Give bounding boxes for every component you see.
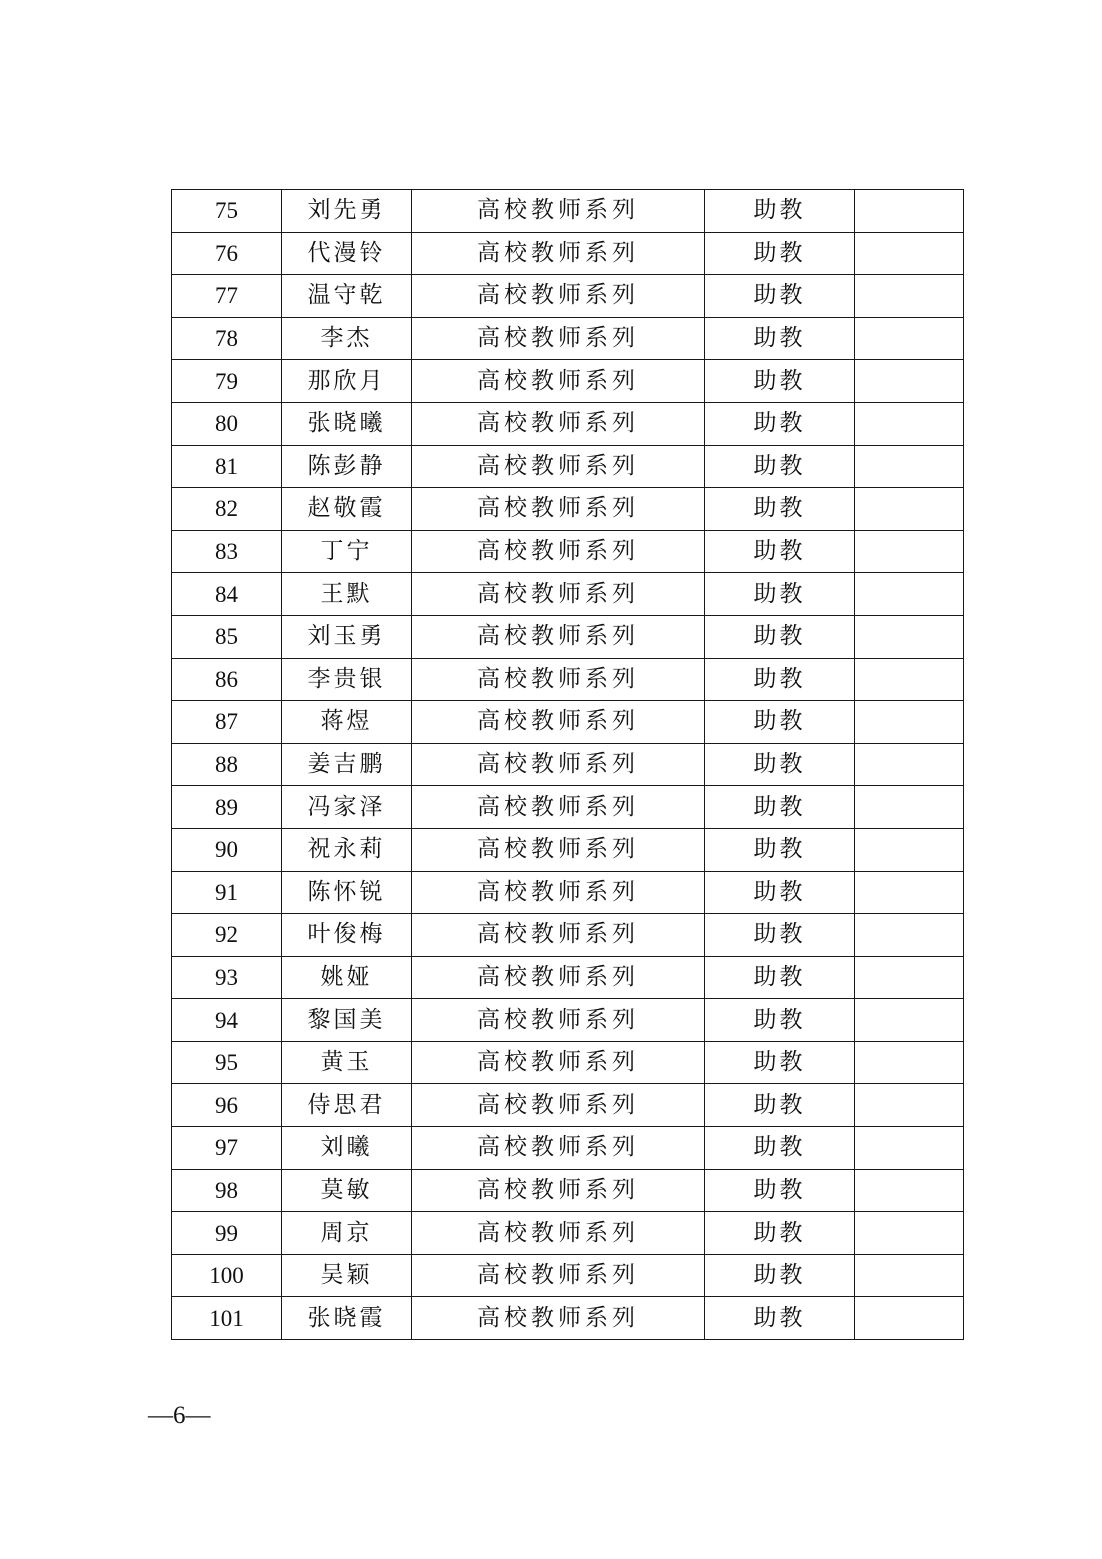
title-cell: 助教: [705, 232, 855, 275]
row-number-cell: 84: [172, 573, 282, 616]
series-cell: 高校教师系列: [412, 615, 705, 658]
roster-table-body: [172, 190, 964, 1340]
series-cell: 高校教师系列: [412, 1041, 705, 1084]
series-cell: 高校教师系列: [412, 658, 705, 701]
row-number-cell: 80: [172, 402, 282, 445]
name-cell: 冯家泽: [282, 786, 412, 829]
name-cell: 侍思君: [282, 1084, 412, 1127]
remark-cell: [855, 402, 964, 445]
title-cell: 助教: [705, 1041, 855, 1084]
row-number-cell: 99: [172, 1212, 282, 1255]
table-row: [172, 445, 964, 488]
table-row: [172, 615, 964, 658]
name-cell: 李杰: [282, 317, 412, 360]
title-cell: 助教: [705, 190, 855, 233]
row-number-cell: 75: [172, 190, 282, 233]
row-number-cell: 83: [172, 530, 282, 573]
series-cell: 高校教师系列: [412, 786, 705, 829]
remark-cell: [855, 445, 964, 488]
name-cell: 那欣月: [282, 360, 412, 403]
name-cell: 黎国美: [282, 999, 412, 1042]
remark-cell: [855, 530, 964, 573]
name-cell: 姜吉鹏: [282, 743, 412, 786]
name-cell: 刘曦: [282, 1127, 412, 1170]
table-row: [172, 871, 964, 914]
remark-cell: [855, 1254, 964, 1297]
series-cell: 高校教师系列: [412, 190, 705, 233]
remark-cell: [855, 999, 964, 1042]
table-row: [172, 1212, 964, 1255]
series-cell: 高校教师系列: [412, 360, 705, 403]
name-cell: 姚娅: [282, 956, 412, 999]
name-cell: 吴颖: [282, 1254, 412, 1297]
name-cell: 叶俊梅: [282, 914, 412, 957]
row-number-cell: 82: [172, 488, 282, 531]
table-row: [172, 786, 964, 829]
row-number-cell: 98: [172, 1169, 282, 1212]
series-cell: 高校教师系列: [412, 1297, 705, 1340]
title-cell: 助教: [705, 615, 855, 658]
table-row: [172, 1169, 964, 1212]
remark-cell: [855, 488, 964, 531]
table-row: [172, 402, 964, 445]
name-cell: 蒋煜: [282, 701, 412, 744]
series-cell: 高校教师系列: [412, 701, 705, 744]
table-row: [172, 232, 964, 275]
row-number-cell: 78: [172, 317, 282, 360]
row-number-cell: 91: [172, 871, 282, 914]
title-cell: 助教: [705, 445, 855, 488]
row-number-cell: 85: [172, 615, 282, 658]
series-cell: 高校教师系列: [412, 1254, 705, 1297]
table-row: [172, 1041, 964, 1084]
name-cell: 祝永莉: [282, 828, 412, 871]
name-cell: 莫敏: [282, 1169, 412, 1212]
remark-cell: [855, 1169, 964, 1212]
table-row: [172, 1297, 964, 1340]
title-cell: 助教: [705, 573, 855, 616]
series-cell: 高校教师系列: [412, 445, 705, 488]
title-cell: 助教: [705, 701, 855, 744]
title-cell: 助教: [705, 999, 855, 1042]
remark-cell: [855, 701, 964, 744]
title-cell: 助教: [705, 956, 855, 999]
remark-cell: [855, 615, 964, 658]
table-row: [172, 190, 964, 233]
name-cell: 张晓曦: [282, 402, 412, 445]
row-number-cell: 81: [172, 445, 282, 488]
name-cell: 温守乾: [282, 275, 412, 318]
series-cell: 高校教师系列: [412, 1084, 705, 1127]
table-row: [172, 914, 964, 957]
title-cell: 助教: [705, 786, 855, 829]
table-row: [172, 275, 964, 318]
row-number-cell: 96: [172, 1084, 282, 1127]
remark-cell: [855, 1212, 964, 1255]
series-cell: 高校教师系列: [412, 1169, 705, 1212]
table-row: [172, 828, 964, 871]
title-cell: 助教: [705, 1169, 855, 1212]
series-cell: 高校教师系列: [412, 956, 705, 999]
remark-cell: [855, 914, 964, 957]
title-cell: 助教: [705, 317, 855, 360]
remark-cell: [855, 871, 964, 914]
series-cell: 高校教师系列: [412, 275, 705, 318]
series-cell: 高校教师系列: [412, 999, 705, 1042]
title-cell: 助教: [705, 1212, 855, 1255]
row-number-cell: 93: [172, 956, 282, 999]
table-row: [172, 317, 964, 360]
title-cell: 助教: [705, 1254, 855, 1297]
name-cell: 周京: [282, 1212, 412, 1255]
remark-cell: [855, 956, 964, 999]
title-cell: 助教: [705, 488, 855, 531]
row-number-cell: 88: [172, 743, 282, 786]
series-cell: 高校教师系列: [412, 317, 705, 360]
remark-cell: [855, 232, 964, 275]
title-cell: 助教: [705, 828, 855, 871]
series-cell: 高校教师系列: [412, 743, 705, 786]
remark-cell: [855, 317, 964, 360]
series-cell: 高校教师系列: [412, 914, 705, 957]
remark-cell: [855, 190, 964, 233]
table-row: [172, 956, 964, 999]
series-cell: 高校教师系列: [412, 232, 705, 275]
table-row: [172, 1127, 964, 1170]
remark-cell: [855, 1041, 964, 1084]
series-cell: 高校教师系列: [412, 402, 705, 445]
table-row: [172, 743, 964, 786]
remark-cell: [855, 743, 964, 786]
table-row: [172, 1254, 964, 1297]
page-number: —6—: [148, 1402, 211, 1429]
remark-cell: [855, 360, 964, 403]
title-cell: 助教: [705, 530, 855, 573]
series-cell: 高校教师系列: [412, 530, 705, 573]
title-cell: 助教: [705, 360, 855, 403]
row-number-cell: 79: [172, 360, 282, 403]
row-number-cell: 94: [172, 999, 282, 1042]
row-number-cell: 95: [172, 1041, 282, 1084]
remark-cell: [855, 658, 964, 701]
series-cell: 高校教师系列: [412, 488, 705, 531]
remark-cell: [855, 1084, 964, 1127]
remark-cell: [855, 1297, 964, 1340]
series-cell: 高校教师系列: [412, 573, 705, 616]
table-row: [172, 360, 964, 403]
row-number-cell: 76: [172, 232, 282, 275]
remark-cell: [855, 573, 964, 616]
title-cell: 助教: [705, 402, 855, 445]
name-cell: 王默: [282, 573, 412, 616]
roster-table: [171, 189, 964, 1340]
row-number-cell: 101: [172, 1297, 282, 1340]
title-cell: 助教: [705, 914, 855, 957]
name-cell: 黄玉: [282, 1041, 412, 1084]
row-number-cell: 77: [172, 275, 282, 318]
title-cell: 助教: [705, 1127, 855, 1170]
name-cell: 李贵银: [282, 658, 412, 701]
table-row: [172, 488, 964, 531]
table-row: [172, 1084, 964, 1127]
name-cell: 张晓霞: [282, 1297, 412, 1340]
row-number-cell: 87: [172, 701, 282, 744]
name-cell: 陈怀锐: [282, 871, 412, 914]
series-cell: 高校教师系列: [412, 828, 705, 871]
title-cell: 助教: [705, 743, 855, 786]
row-number-cell: 92: [172, 914, 282, 957]
name-cell: 丁宁: [282, 530, 412, 573]
remark-cell: [855, 786, 964, 829]
table-row: [172, 530, 964, 573]
title-cell: 助教: [705, 1297, 855, 1340]
row-number-cell: 90: [172, 828, 282, 871]
name-cell: 刘玉勇: [282, 615, 412, 658]
remark-cell: [855, 275, 964, 318]
title-cell: 助教: [705, 658, 855, 701]
series-cell: 高校教师系列: [412, 1212, 705, 1255]
table-row: [172, 999, 964, 1042]
name-cell: 代漫铃: [282, 232, 412, 275]
row-number-cell: 97: [172, 1127, 282, 1170]
series-cell: 高校教师系列: [412, 871, 705, 914]
row-number-cell: 100: [172, 1254, 282, 1297]
title-cell: 助教: [705, 871, 855, 914]
table-row: [172, 658, 964, 701]
row-number-cell: 86: [172, 658, 282, 701]
table-row: [172, 573, 964, 616]
name-cell: 陈彭静: [282, 445, 412, 488]
row-number-cell: 89: [172, 786, 282, 829]
table-row: [172, 701, 964, 744]
name-cell: 刘先勇: [282, 190, 412, 233]
series-cell: 高校教师系列: [412, 1127, 705, 1170]
remark-cell: [855, 828, 964, 871]
title-cell: 助教: [705, 275, 855, 318]
name-cell: 赵敬霞: [282, 488, 412, 531]
remark-cell: [855, 1127, 964, 1170]
title-cell: 助教: [705, 1084, 855, 1127]
